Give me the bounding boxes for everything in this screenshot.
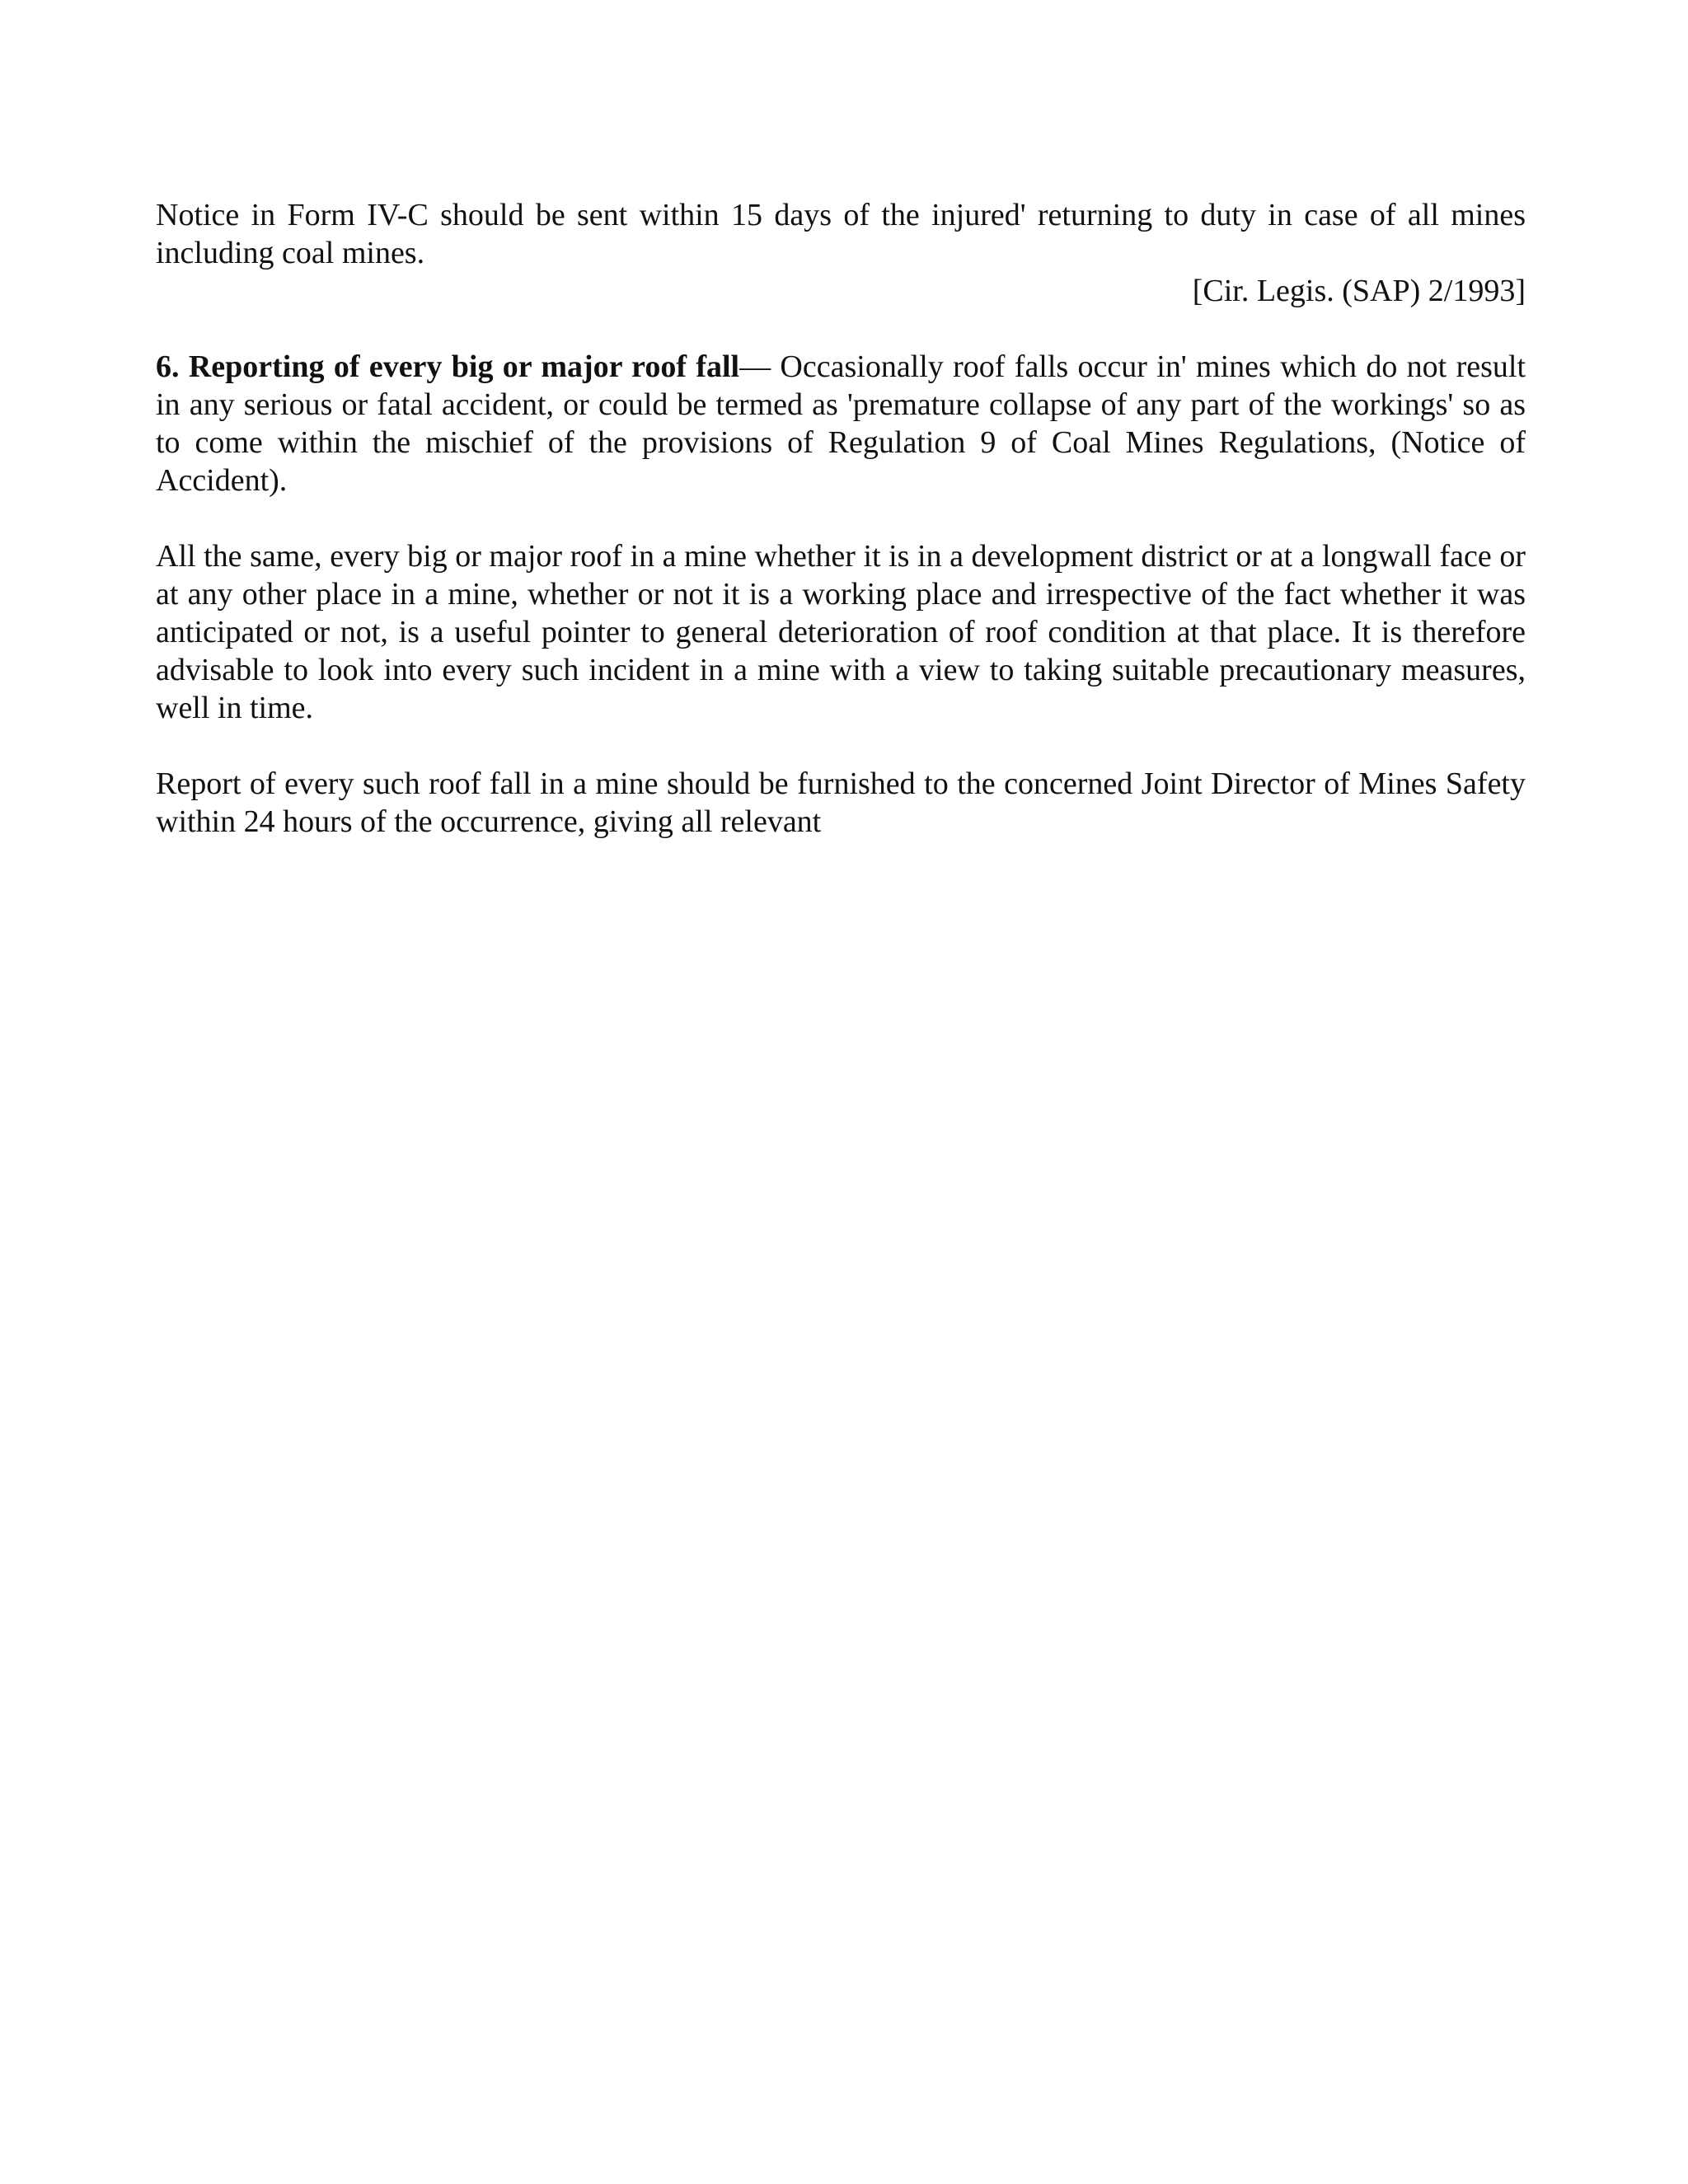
section-6-paragraph <box>156 348 1526 499</box>
paragraph-form-iv-c-notice: Notice in Form IV-C should be sent within 15 days of the injured' returning to duty in case of all mines including coal mines. <box>156 198 1526 270</box>
paragraph-report-requirement: Report of every such roof fall in a mine should be furnished to the concerned Joint Director of Mines Safety within 24 hours of the occurrence, giving all relevant <box>156 766 1526 839</box>
citation: [Cir. Legis. (SAP) 2/1993] <box>1192 274 1526 308</box>
paragraph-roof-deterioration: All the same, every big or major roof in a mine whether it is in a development district or at a longwall face or at any other place in a mine, whether or not it is a working place and irrespective of the fact whether it was anticipated or not, is a useful pointer to general deterioration of roof condition at that place. It is therefore advisable to look into every such incident in a mine with a view to taking suitable precautionary measures, well in time. <box>156 539 1526 725</box>
document-body <box>156 196 1526 841</box>
section-6-heading: 6. Reporting of every big or major roof fall <box>156 349 740 384</box>
section-6-text: — Occasionally roof falls occur in' mines which do not result in any serious or fatal accident, or could be termed as 'premature collapse of any part of the workings' so as to come within the mischief of the provisions of Regulation 9 of Coal Mines Regulations, (Notice of Accident). <box>156 349 1526 498</box>
